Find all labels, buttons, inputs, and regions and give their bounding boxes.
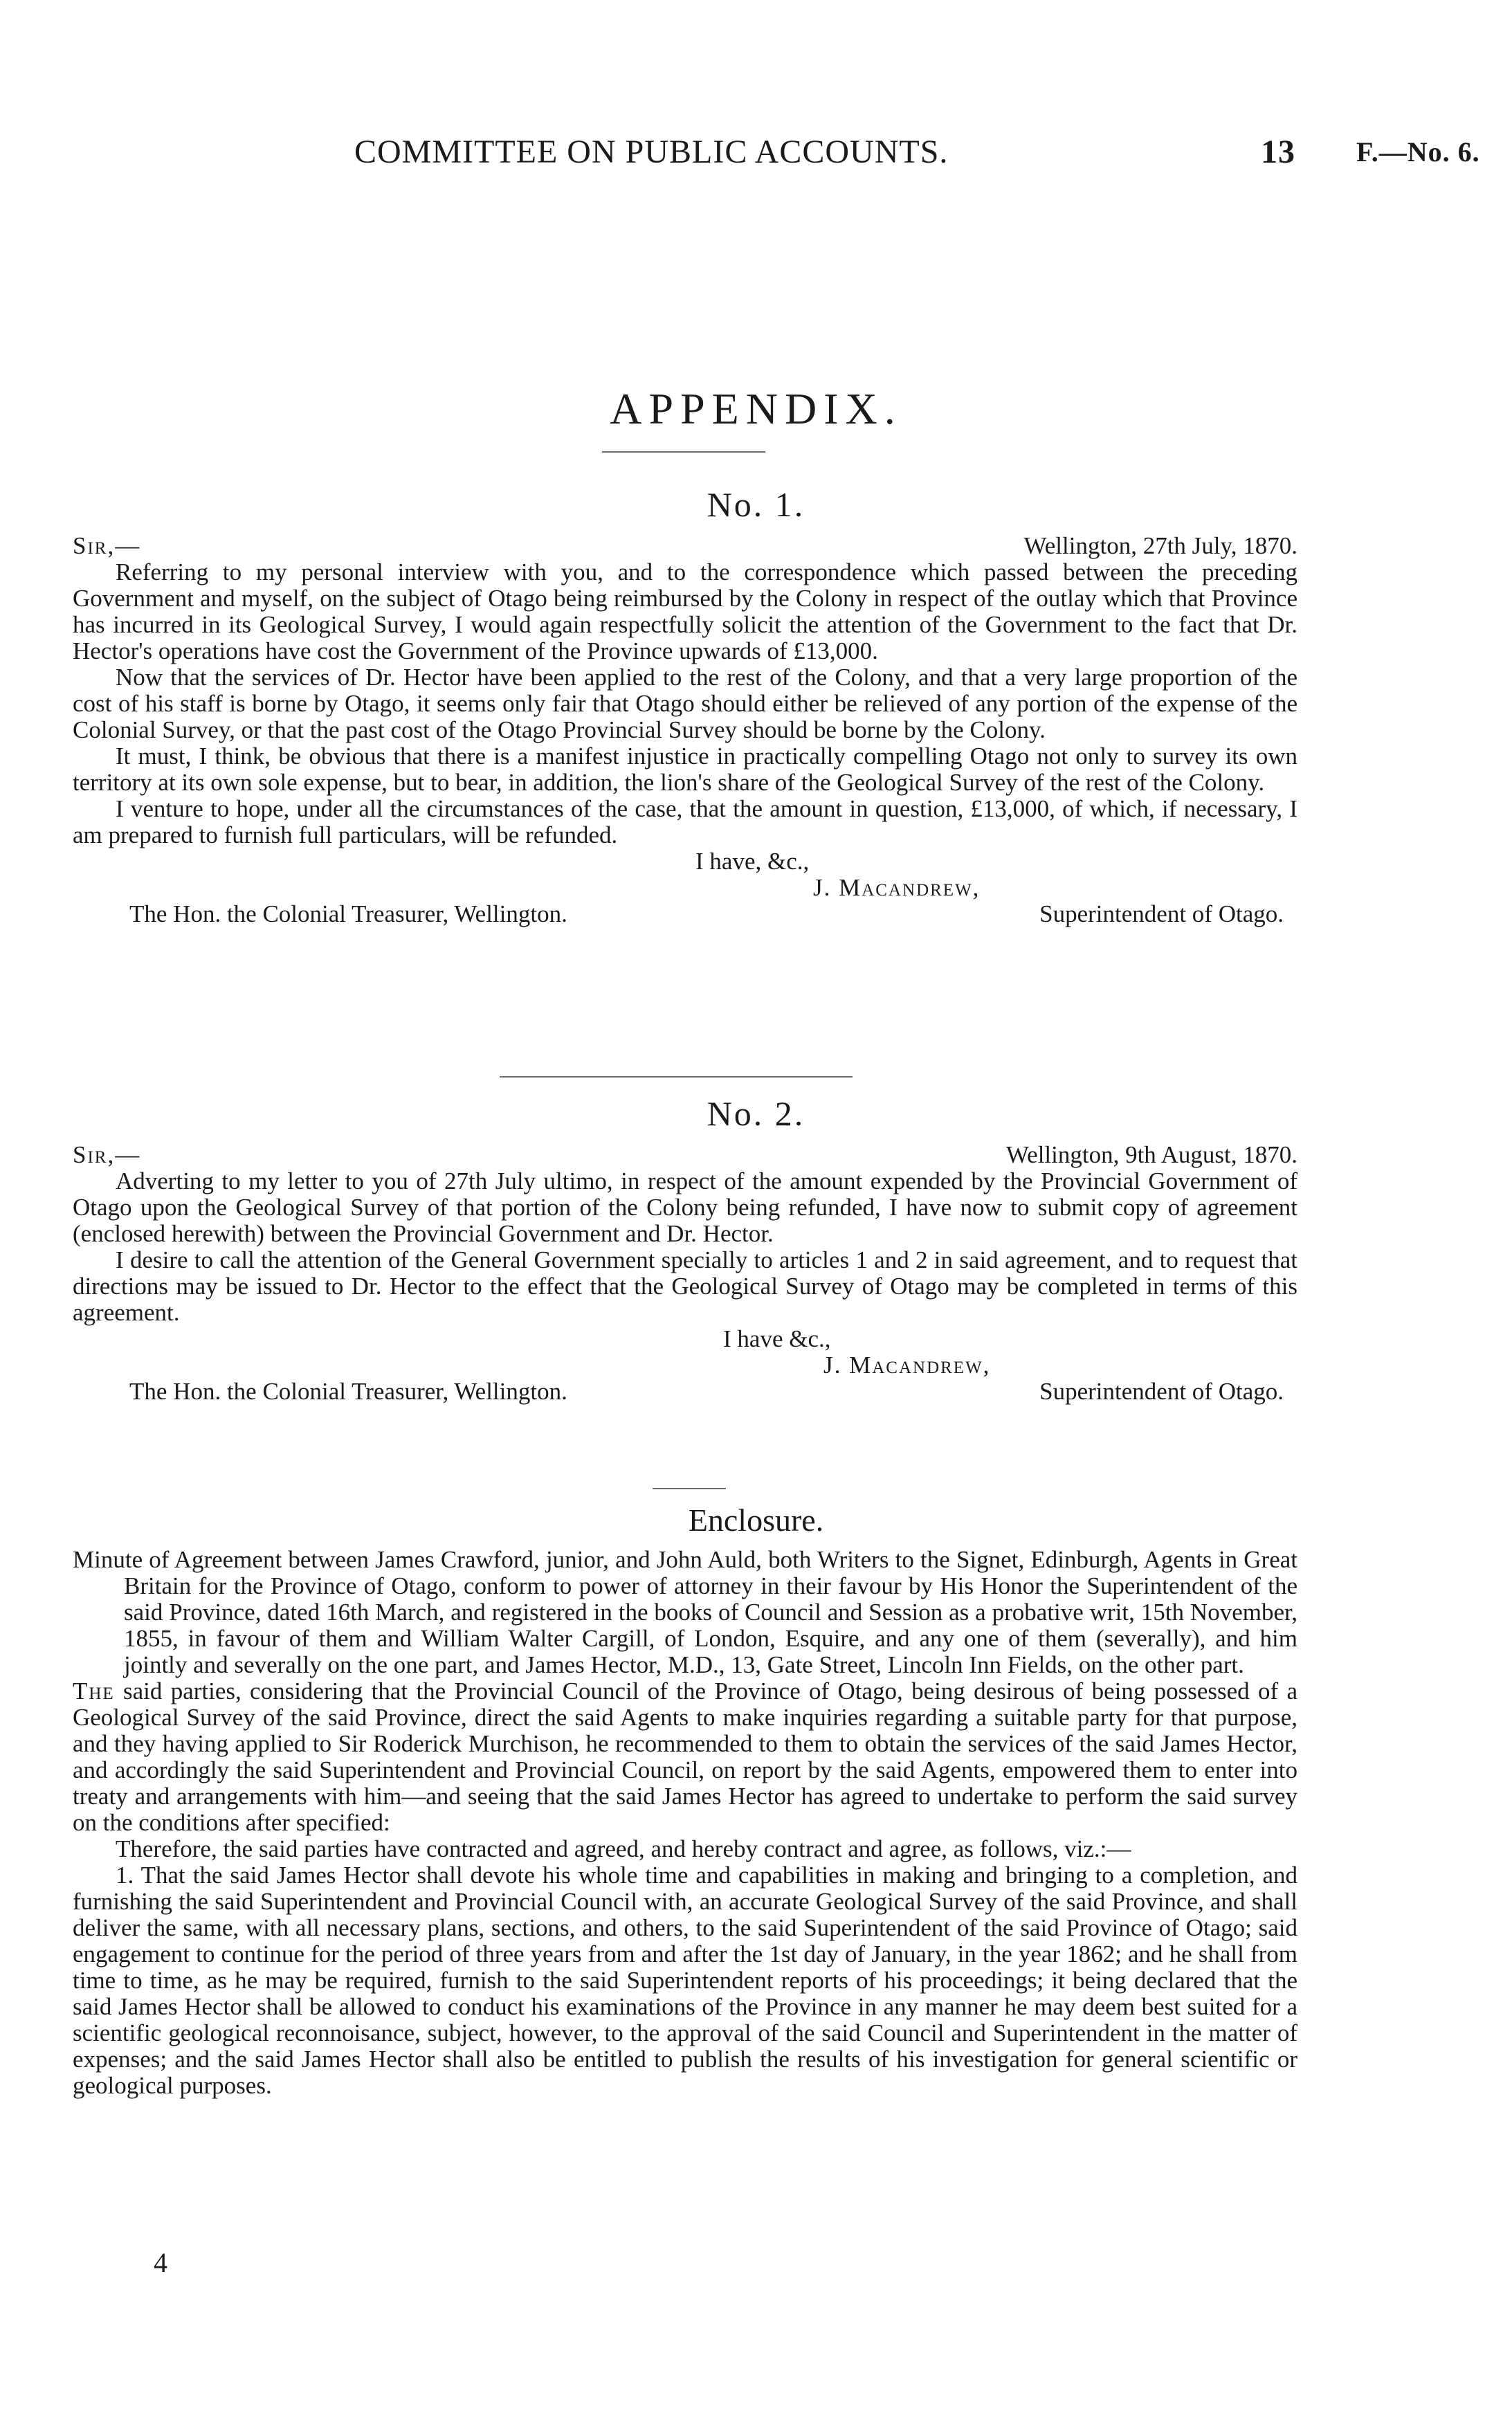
recital-lead-word: The: [73, 1678, 115, 1705]
letter-2-heading: [73, 1142, 1297, 1168]
letter-1-signatory-title: Superintendent of Otago.: [1039, 900, 1284, 927]
letter-1-place-date: Wellington, 27th July, 1870.: [1023, 532, 1297, 559]
letter-2-signatory: J. Macandrew,: [823, 1352, 991, 1379]
running-header: [0, 131, 1512, 173]
letter-2-addressee: The Hon. the Colonial Treasurer, Wellington.: [129, 1378, 567, 1405]
letter-2-footer-line: [73, 1379, 1297, 1405]
letter-2-paragraph: Adverting to my letter to you of 27th July ultimo, in respect of the amount expended by the Provincial Government of Otago upon the Geological Survey of that portion of the Colony being refunded, I have now to submit copy of agreement (enclosed herewith) between the Provincial Government and Dr. Hector.: [73, 1167, 1297, 1247]
letter-2-place-date: Wellington, 9th August, 1870.: [1005, 1141, 1297, 1168]
recital-paragraph: [73, 1678, 1297, 1836]
document-reference: F.—No. 6.: [1356, 136, 1480, 167]
appendix-title: APPENDIX.: [610, 384, 902, 433]
therefore-paragraph: Therefore, the said parties have contracted and agreed, and hereby contract and agree, as follows, viz.:—: [116, 1835, 1131, 1862]
letter-1-paragraph: Now that the services of Dr. Hector have been applied to the rest of the Colony, and that a very large proportion of the cost of his staff is borne by Otago, it seems only fair that Otago should either be relieved of any portion of the expense of the Colonial Survey, or that the past cost of the Otago Provincial Survey should be borne by the Colony.: [73, 664, 1297, 743]
letter-1-paragraph: It must, I think, be obvious that there is a manifest injustice in practically compelling Otago not only to survey its own territory at its own sole expense, but to bear, in addition, the lion's share of the Geological Survey of the rest of the Colony.: [73, 743, 1297, 796]
signature-mark: 4: [154, 2247, 167, 2278]
enclosure-rule: [653, 1488, 726, 1489]
title-rule: [602, 451, 765, 453]
letter-2-signatory-title: Superintendent of Otago.: [1039, 1378, 1284, 1405]
enclosure-heading: Enclosure.: [688, 1502, 824, 1538]
section-rule: [500, 1076, 853, 1078]
letter-1-paragraph: Referring to my personal interview with you, and to the correspondence which passed between the preceding Government and myself, on the subject of Otago being reimbursed by the Colony in respect of the outlay which that Province has incurred in its Geological Survey, I would again respectfully solicit the attention of the Government to the fact that Dr. Hector's operations have cost the Government of the Province upwards of £13,000.: [73, 558, 1297, 664]
letter-2-salutation: Sir,—: [73, 1141, 141, 1168]
enclosure-body: [73, 1547, 1297, 2099]
recital-text: said parties, considering that the Provincial Council of the Province of Otago, being desirous of being possessed of a Geological Survey of the said Province, direct the said Agents to make inquiries regarding a suitable party for that purpose, and they having applied to Sir Roderick Murchison, he recommended to them to obtain the services of the said James Hector, and accordingly the said Superintendent and Provincial Council, on report by the said Agents, empowered them to enter into treaty and arrangements with him—and seeing that the said James Hector has agreed to undertake to perform the said survey on the conditions after specified:: [73, 1678, 1297, 1836]
letter-2-paragraph: I desire to call the attention of the General Government specially to articles 1 and 2 in said agreement, and to request that directions may be issued to Dr. Hector to the effect that the Geological Survey of Otago may be completed in terms of this agreement.: [73, 1246, 1297, 1326]
letter-1-footer-line: [73, 901, 1297, 927]
letter-2-closing: I have &c.,: [723, 1325, 831, 1352]
header-title: COMMITTEE ON PUBLIC ACCOUNTS.: [354, 134, 949, 170]
letter-1-addressee: The Hon. the Colonial Treasurer, Wellington.: [129, 900, 567, 927]
letter-1-salutation: Sir,—: [73, 532, 141, 559]
letter-1-closing: I have, &c.,: [695, 848, 810, 875]
letter-1-number: No. 1.: [707, 485, 805, 524]
article-1: 1. That the said James Hector shall devote his whole time and capabilities in making and bringing to a completion, and furnishing the said Superintendent and Provincial Council with, an accurate Geological Survey of the said Province, and shall deliver the same, with all necessary plans, sections, and others, to the said Superintendent of the said Province of Otago; said engagement to continue for the period of three years from and after the 1st day of January, in the year 1862; and he shall from time to time, as he may be required, furnish to the said Superintendent reports of his proceedings; it being declared that the said James Hector shall be allowed to conduct his examinations of the Province in any manner he may deem best suited for a scientific geological reconnoisance, subject, however, to the approval of the said Council and Superintendent in the matter of expenses; and the said James Hector shall also be entitled to publish the results of his investigation for general scientific or geological purposes.: [73, 1862, 1297, 2099]
letter-2: [73, 1142, 1297, 1405]
letter-1-paragraph: I venture to hope, under all the circumstances of the case, that the amount in question, £13,000, of which, if necessary, I am prepared to furnish full particulars, will be refunded.: [73, 795, 1297, 848]
letter-1-signatory: J. Macandrew,: [813, 874, 981, 901]
letter-1: [73, 533, 1297, 927]
page-number: 13: [1261, 134, 1295, 170]
letter-1-heading: [73, 533, 1297, 559]
letter-2-number: No. 2.: [707, 1094, 805, 1133]
minute-of-agreement: Minute of Agreement between James Crawford, junior, and John Auld, both Writers to the Signet, Edinburgh, Agents in Great Britain for the Province of Otago, conform to power of attorney in their favour by His Honor the Superintendent of the said Province, dated 16th March, and registered in the books of Council and Session as a probative writ, 15th November, 1855, in favour of them and William Walter Cargill, of London, Esquire, and any one of them (severally), and him jointly and severally on the one part, and James Hector, M.D., 13, Gate Street, Lincoln Inn Fields, on the other part.: [73, 1546, 1297, 1678]
